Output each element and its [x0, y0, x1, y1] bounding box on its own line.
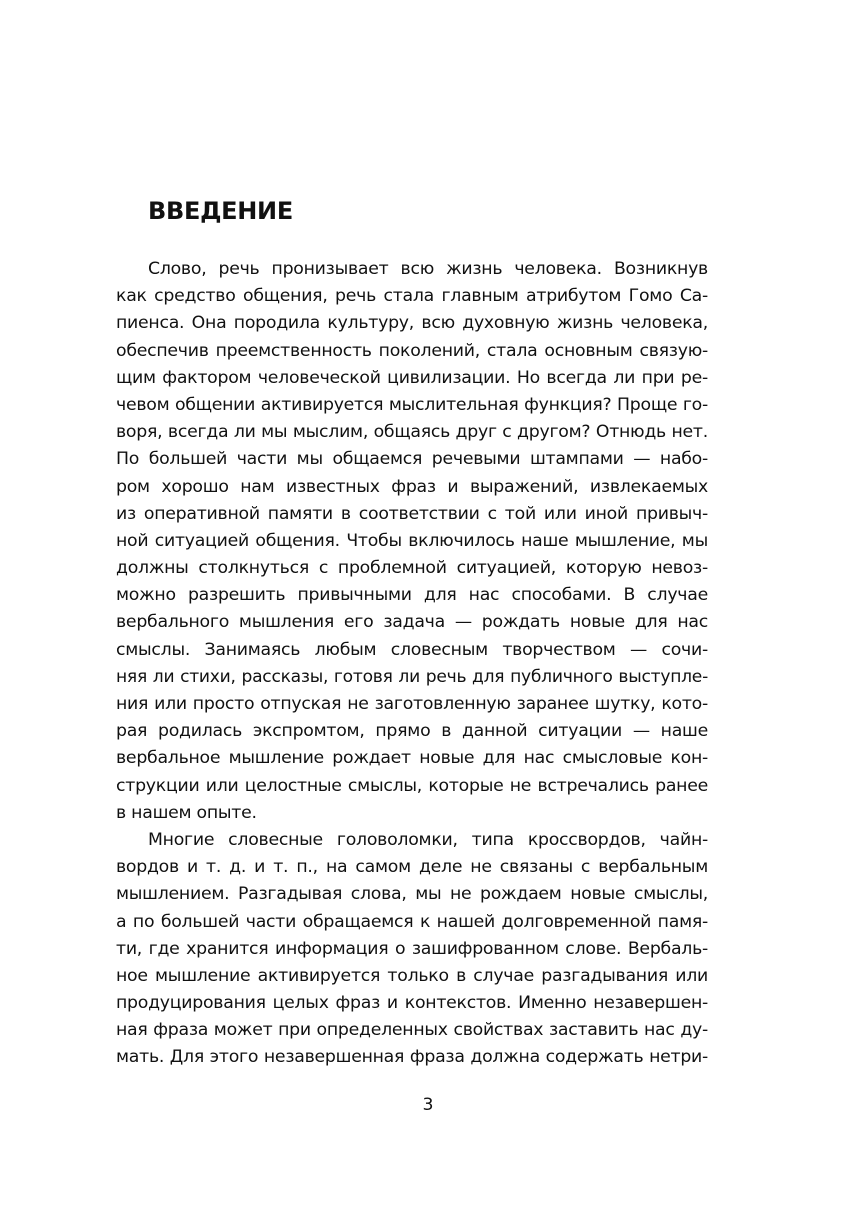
- text-line: чевом общении активируется мыслительная функция? Проще го-: [116, 394, 708, 415]
- text-line: а по большей части обращаемся к нашей долговременной памя-: [116, 911, 708, 932]
- text-line: воря, всегда ли мы мыслим, общаясь друг с другом? Отнюдь нет.: [116, 422, 708, 443]
- text-line: ная фраза может при определенных свойствах заставить нас ду-: [116, 1020, 708, 1041]
- text-line: в нашем опыте.: [116, 802, 257, 823]
- text-line: ния или просто отпуская не заготовленную заранее шутку, кото-: [116, 694, 708, 714]
- text-line: вербального мышления его задача — рождать новые для нас: [116, 612, 708, 633]
- text-line: мать. Для этого незавершенная фраза должна содержать нетри-: [116, 1047, 708, 1068]
- text-line: По большей части мы общаемся речевыми штампами — набо-: [116, 449, 708, 470]
- text-line: обеспечив преемственность поколений, стала основным связую-: [116, 340, 708, 361]
- text-line: ной ситуацией общения. Чтобы включилось наше мышление, мы: [116, 530, 708, 551]
- text-line: продуцирования целых фраз и контекстов. Именно незавершен-: [116, 993, 708, 1014]
- text-line: щим фактором человеческой цивилизации. Но всегда ли при ре-: [116, 367, 708, 388]
- text-line: из оперативной памяти в соответствии с той или иной привыч-: [116, 503, 708, 524]
- text-line: ром хорошо нам известных фраз и выражений, извлекаемых: [116, 476, 708, 497]
- text-line: ное мышление активируется только в случае разгадывания или: [116, 965, 708, 986]
- text-line: Многие словесные головоломки, типа кроссвордов, чайн-: [148, 829, 708, 850]
- text-line: должны столкнуться с проблемной ситуацией, которую невоз-: [116, 558, 708, 579]
- text-line: рая родилась экспромтом, прямо в данной ситуации — наше: [116, 721, 708, 742]
- text-line: няя ли стихи, рассказы, готовя ли речь для публичного выступле-: [116, 666, 708, 687]
- text-line: можно разрешить привычными для нас способами. В случае: [116, 585, 708, 606]
- text-line: как средство общения, речь стала главным атрибутом Гомо Са-: [116, 286, 708, 307]
- text-line: смыслы. Занимаясь любым словесным творчеством — сочи-: [116, 639, 708, 660]
- body-text: [116, 256, 708, 1072]
- text-line: струкции или целостные смыслы, которые не встречались ранее: [116, 775, 708, 796]
- page-number: 3: [422, 1095, 434, 1115]
- text-line: ти, где хранится информация о зашифрованном слове. Вербаль-: [116, 938, 708, 959]
- text-line: вордов и т. д. и т. п., на самом деле не связаны с вербальным: [116, 857, 708, 878]
- text-line: мышлением. Разгадывая слова, мы не рождаем новые смыслы,: [116, 884, 708, 905]
- chapter-heading: ВВЕДЕНИЕ: [148, 197, 293, 225]
- text-line: Слово, речь пронизывает всю жизнь человека. Возникнув: [148, 259, 708, 279]
- text-line: вербальное мышление рождает новые для нас смысловые кон-: [116, 748, 708, 769]
- text-line: пиенса. Она породила культуру, всю духовную жизнь человека,: [116, 313, 708, 334]
